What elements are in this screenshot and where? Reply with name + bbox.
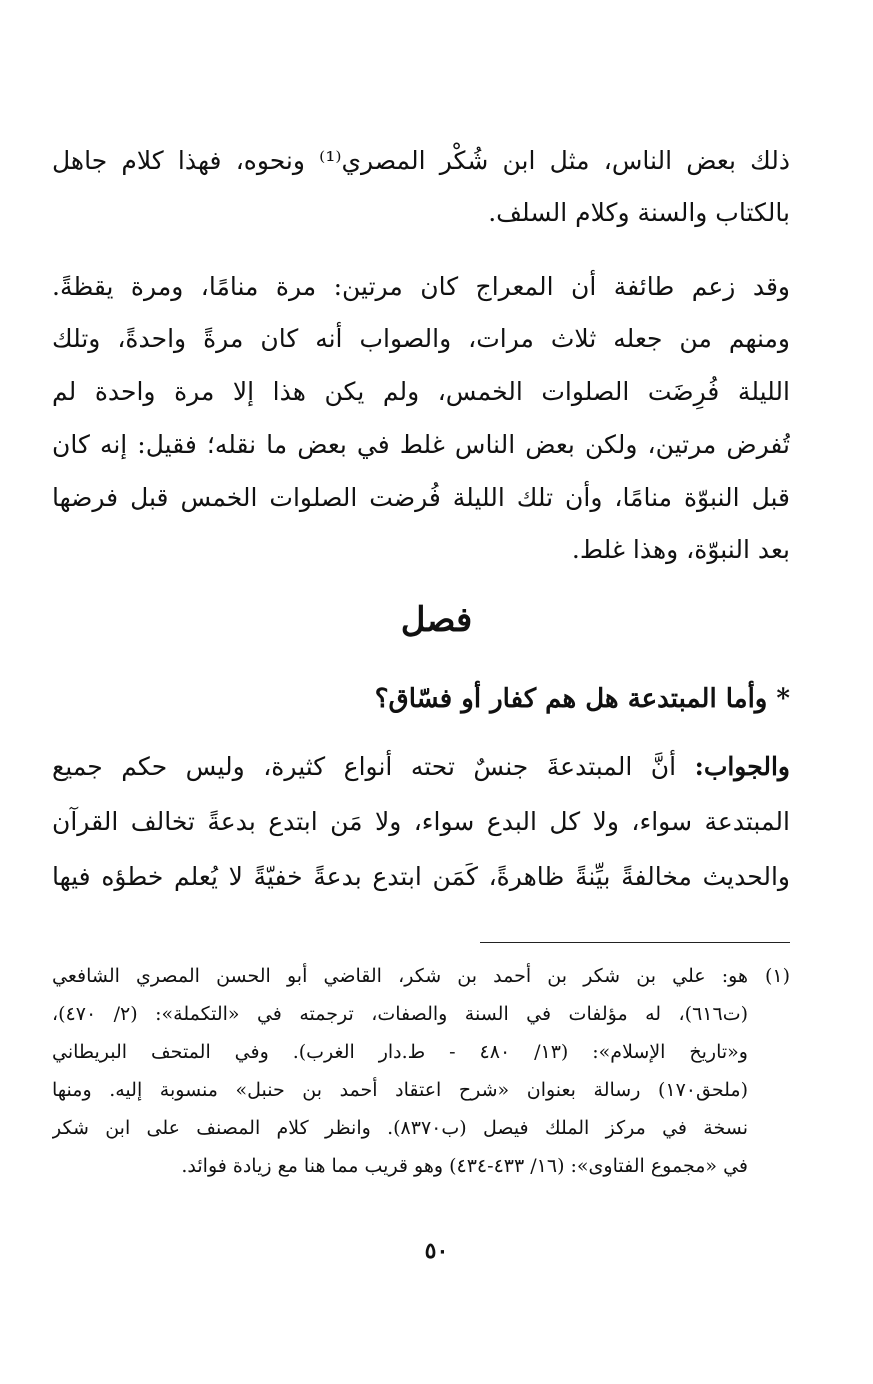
footnote-line (52, 996, 790, 1032)
body-line: الليلة فُرِضَت الصلوات الخمس، ولم يكن هذا إلا مرة واحدة لم (52, 377, 790, 406)
footnote-text: نسخة في مركز الملك فيصل (ب٨٣٧٠). وانظر كلام المصنف على ابن شكر (52, 1117, 748, 1139)
paragraph-2 (52, 262, 790, 582)
footnote-line (52, 1110, 790, 1146)
footnote-separator (480, 942, 790, 943)
body-line: تُفرض مرتين، ولكن بعض الناس غلط في بعض ما نقله؛ فقيل: إنه كان (52, 430, 790, 459)
footnote-line (52, 1072, 790, 1108)
footnote-text: هو: علي بن شكر بن أحمد بن شكر، القاضي أبو الحسن المصري الشافعي (52, 965, 748, 987)
answer-line-text: أنَّ المبتدعةَ جنسٌ تحته أنواع كثيرة، وليس حكم جميع (52, 752, 695, 781)
body-line: بالكتاب والسنة وكلام السلف. (488, 198, 790, 227)
answer-lead: والجواب: (694, 752, 790, 781)
body-line: قبل النبوّة منامًا، وأن تلك الليلة فُرضت الصلوات الخمس قبل فرضها (52, 483, 790, 512)
footnote-text: و«تاريخ الإسلام»: (١٣/ ٤٨٠ - ط.دار الغرب). وفي المتحف البريطاني (52, 1041, 748, 1063)
footnote-number: (١) (764, 965, 790, 987)
footnote-text: (ت٦١٦)، له مؤلفات في السنة والصفات، ترجمته في «التكملة»: (٢/ ٤٧٠)، (52, 1003, 748, 1025)
body-line: ذلك بعض الناس، مثل ابن شُكْر المصري⁽¹⁾ ونحوه، فهذا كلام جاهل (52, 146, 790, 175)
body-line: والحديث مخالفةً بيِّنةً ظاهرةً، كَمَن ابتدع بدعةً خفيّةً لا يُعلم خطؤه فيها (52, 862, 790, 891)
answer-line-1 (52, 742, 790, 792)
paragraph-1 (52, 136, 790, 236)
footnote-line (52, 1034, 790, 1070)
body-line: ومنهم من جعله ثلاث مرات، والصواب أنه كان مرةً واحدةً، وتلك (52, 324, 790, 353)
footnote-text: في «مجموع الفتاوى»: (١٦/ ٤٣٣-٤٣٤) وهو قريب مما هنا مع زيادة فوائد. (181, 1155, 748, 1177)
footnote-text: (ملحق١٧٠) رسالة بعنوان «شرح اعتقاد أحمد بن حنبل» منسوبة إليه. ومنها (52, 1079, 748, 1101)
footnote-line (52, 1148, 790, 1184)
body-line: وقد زعم طائفة أن المعراج كان مرتين: مرة منامًا، ومرة يقظةً. (52, 272, 790, 301)
page-number: ٥٠ (424, 1238, 449, 1264)
answer-paragraph (52, 742, 790, 912)
body-line: المبتدعة سواء، ولا كل البدع سواء، ولا مَن ابتدع بدعةً تخالف القرآن (52, 807, 790, 836)
body-line: بعد النبوّة، وهذا غلط. (571, 535, 790, 564)
section-heading: فصل (400, 600, 473, 640)
question-line: * وأما المبتدعة هل هم كفار أو فسّاق؟ (374, 684, 790, 714)
footnote-line (52, 958, 790, 994)
